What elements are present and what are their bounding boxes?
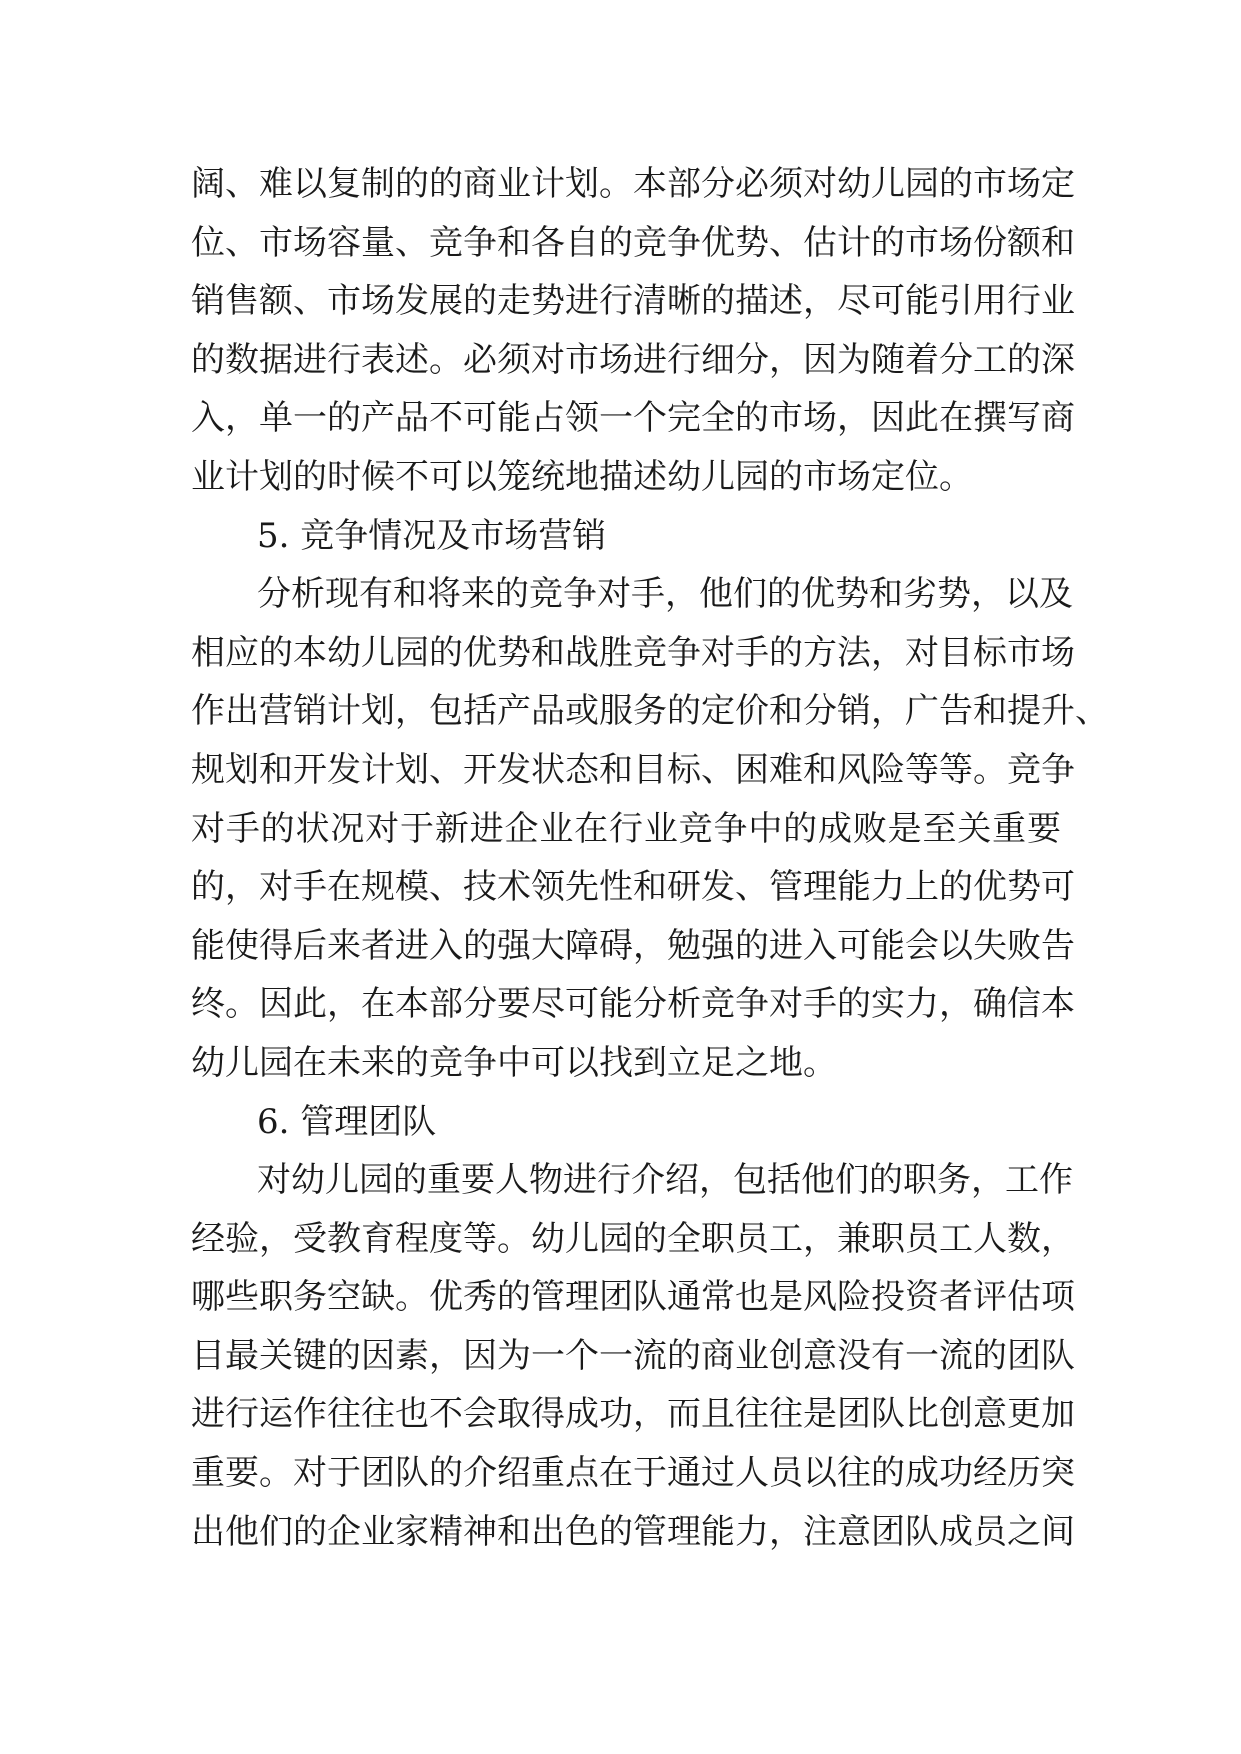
text-line: 入，单一的产品不可能占领一个完全的市场，因此在撰写商	[191, 398, 1075, 439]
document-body	[191, 155, 1109, 1561]
text-line: 幼儿园在未来的竞争中可以找到立足之地。	[191, 1042, 837, 1083]
paragraph-management-team	[191, 1151, 1075, 1561]
text-line: 分析现有和将来的竞争对手，他们的优势和劣势，以及	[257, 574, 1073, 615]
paragraph-market-analysis	[191, 155, 1075, 507]
text-line: 业计划的时候不可以笼统地描述幼儿园的市场定位。	[191, 456, 973, 497]
text-line: 的数据进行表述。必须对市场进行细分，因为随着分工的深	[191, 339, 1075, 380]
text-line: 出他们的企业家精神和出色的管理能力，注意团队成员之间	[191, 1511, 1075, 1552]
text-line: 对幼儿园的重要人物进行介绍，包括他们的职务，工作	[257, 1160, 1073, 1201]
text-line: 目最关键的因素，因为一个一流的商业创意没有一流的团队	[191, 1335, 1075, 1376]
paragraph-competition	[191, 565, 1109, 1092]
section-heading-competition: 5. 竞争情况及市场营销	[257, 515, 607, 556]
text-line: 位、市场容量、竞争和各自的竞争优势、估计的市场份额和	[191, 222, 1075, 263]
text-line: 能使得后来者进入的强大障碍，勉强的进入可能会以失败告	[191, 925, 1075, 966]
text-line: 销售额、市场发展的走势进行清晰的描述，尽可能引用行业	[191, 281, 1075, 322]
text-line: 哪些职务空缺。优秀的管理团队通常也是风险投资者评估项	[191, 1277, 1075, 1318]
text-line: 进行运作往往也不会取得成功，而且往往是团队比创意更加	[191, 1394, 1075, 1435]
text-line: 经验，受教育程度等。幼儿园的全职员工，兼职员工人数，	[191, 1218, 1075, 1259]
text-line: 终。因此，在本部分要尽可能分析竞争对手的实力，确信本	[191, 984, 1075, 1025]
text-line: 对手的状况对于新进企业在行业竞争中的成败是至关重要	[191, 808, 1061, 849]
text-line: 相应的本幼儿园的优势和战胜竞争对手的方法，对目标市场	[191, 632, 1075, 673]
text-line: 阔、难以复制的的商业计划。本部分必须对幼儿园的市场定	[191, 164, 1075, 204]
section-heading-management-team: 6. 管理团队	[257, 1101, 437, 1142]
text-line: 作出营销计划，包括产品或服务的定价和分销，广告和提升、	[191, 691, 1109, 732]
text-line: 的，对手在规模、技术领先性和研发、管理能力上的优势可	[191, 867, 1075, 908]
text-line: 重要。对于团队的介绍重点在于通过人员以往的成功经历突	[191, 1453, 1075, 1494]
text-line: 规划和开发计划、开发状态和目标、困难和风险等等。竞争	[191, 749, 1075, 790]
